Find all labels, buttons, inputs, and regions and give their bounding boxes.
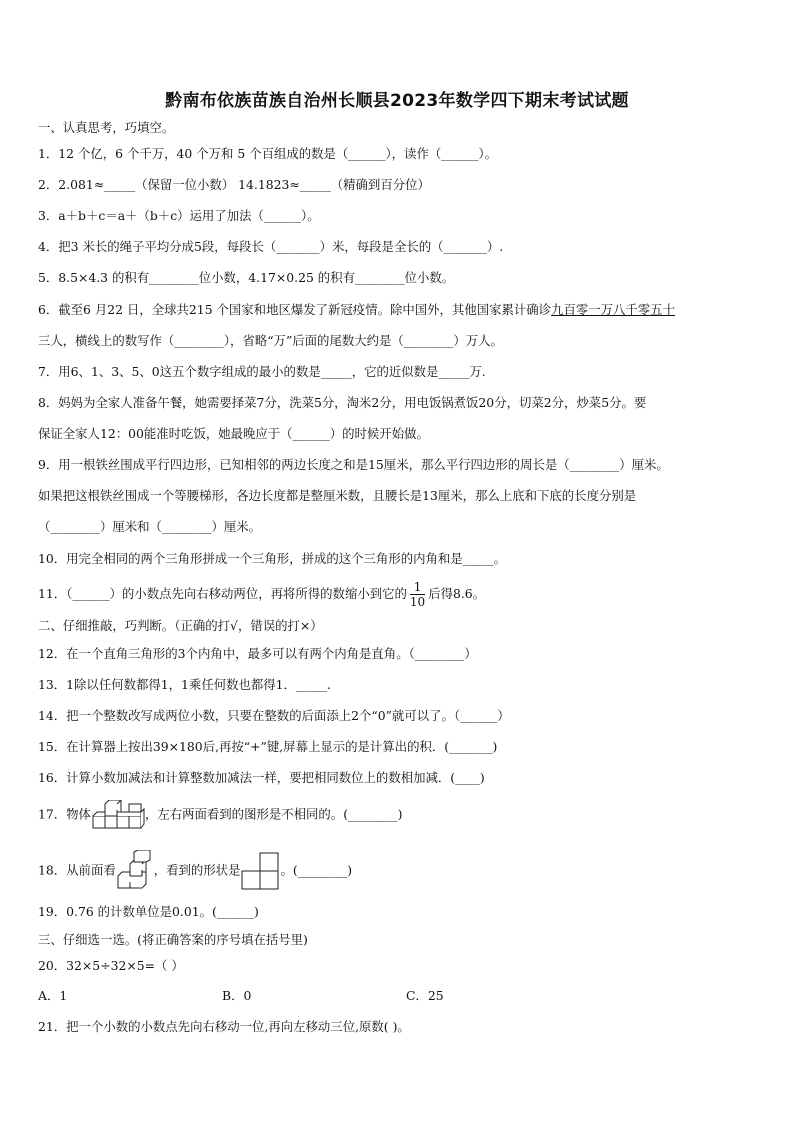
question-17: [38, 800, 402, 830]
underlined-number: 九百零一万八千零五十: [551, 302, 675, 317]
question-18-tail: 。(________): [280, 862, 353, 878]
question-16: 16．计算小数加减法和计算整数加减法一样，要把相同数位上的数相加减．(____): [38, 770, 485, 785]
question-9-line-3: （________）厘米和（________）厘米。: [38, 519, 262, 534]
question-10: 10．用完全相同的两个三角形拼成一个三角形，拼成的这个三角形的内角和是_____。: [38, 551, 507, 566]
question-20: 20．32×5÷32×5=（ ）: [38, 958, 184, 973]
question-11-tail: 后得8.6。: [428, 586, 486, 601]
question-13: 13．1除以任何数都得1，1乘任何数也都得1．_____.: [38, 677, 331, 692]
question-1: 1．12 个亿，6 个千万，40 个万和 5 个百组成的数是（______），读作（______）。: [38, 146, 497, 161]
front-view-grid-icon: [240, 851, 280, 891]
question-9-line-2: 如果把这根铁丝围成一个等腰梯形，各边长度都是整厘米数，且腰长是13厘米，那么上底和下底的长度分别是: [38, 488, 637, 503]
fraction-denominator: 10: [409, 595, 426, 609]
question-8-line-2: 保证全家人12：00能准时吃饭，她最晚应于（______）的时候开始做。: [38, 426, 429, 441]
question-6-line-1: [38, 302, 675, 318]
question-4: 4．把3 米长的绳子平均分成5段，每段长（_______）米，每段是全长的（_______）.: [38, 239, 504, 254]
question-5: 5．8.5×4.3 的积有________位小数，4.17×0.25 的积有________位小数。: [38, 270, 455, 285]
cubes-figure-icon: [91, 800, 145, 830]
question-12: 12．在一个直角三角形的3个内角中，最多可以有两个内角是直角。（________）: [38, 646, 477, 661]
question-8-line-1: 8．妈妈为全家人准备午餐，她需要择菜7分，洗菜5分，淘米2分，用电饭锅煮饭20分，切菜2分，炒菜5分。要: [38, 395, 647, 410]
option-a: A．1: [38, 988, 68, 1003]
question-17-text: 17．物体: [38, 806, 91, 822]
fraction-numerator: 1: [410, 580, 425, 595]
question-17-tail: ，左右两面看到的图形是不相同的。(________): [144, 806, 403, 822]
question-21: 21．把一个小数的小数点先向右移动一位,再向左移动三位,原数( )。: [38, 1019, 410, 1034]
question-3: 3．a＋b＋c＝a＋（b＋c）运用了加法（______）。: [38, 208, 320, 223]
question-19: 19．0.76 的计数单位是0.01。(______): [38, 904, 259, 919]
fraction: [410, 580, 425, 609]
question-18: [38, 850, 352, 892]
question-2: 2．2.081≈_____（保留一位小数） 14.1823≈_____（精确到百分位）: [38, 177, 430, 192]
question-11: [38, 580, 485, 609]
section-heading-2: 二、仔细推敲，巧判断。（正确的打√，错误的打×）: [38, 618, 323, 633]
question-11-text: 11．（______）的小数点先向右移动两位，再将所得的数缩小到它的: [38, 586, 407, 601]
option-c: C．25: [406, 988, 444, 1003]
question-7: 7．用6、1、3、5、0这五个数字组成的最小的数是_____，它的近似数是_____万.: [38, 364, 486, 379]
page-title: 黔南布依族苗族自治州长顺县2023年数学四下期末考试试题: [165, 91, 629, 111]
stacked-cubes-icon: [116, 850, 154, 892]
question-6-line-2: 三人，横线上的数写作（________），省略“万”后面的尾数大约是（________）万人。: [38, 333, 503, 348]
question-14: 14．把一个整数改写成两位小数，只要在整数的后面添上2个“0”就可以了。（______）: [38, 708, 510, 723]
option-b: B．0: [222, 988, 252, 1003]
section-heading-1: 一、认真思考，巧填空。: [38, 120, 175, 135]
question-6-text: 6．截至6 月22 日，全球共215 个国家和地区爆发了新冠疫情。除中国外，其他国家累计确诊: [38, 302, 552, 317]
question-15: 15．在计算器上按出39×180后,再按“+”键,屏幕上显示的是计算出的积．(_______): [38, 739, 498, 754]
question-9-line-1: 9．用一根铁丝围成平行四边形，已知相邻的两边长度之和是15厘米，那么平行四边形的周长是（________）厘米。: [38, 457, 669, 472]
question-18-text: 18．从前面看: [38, 862, 116, 878]
section-heading-3: 三、仔细选一选。(将正确答案的序号填在括号里): [38, 932, 308, 947]
question-18-mid: ，看到的形状是: [153, 862, 241, 878]
